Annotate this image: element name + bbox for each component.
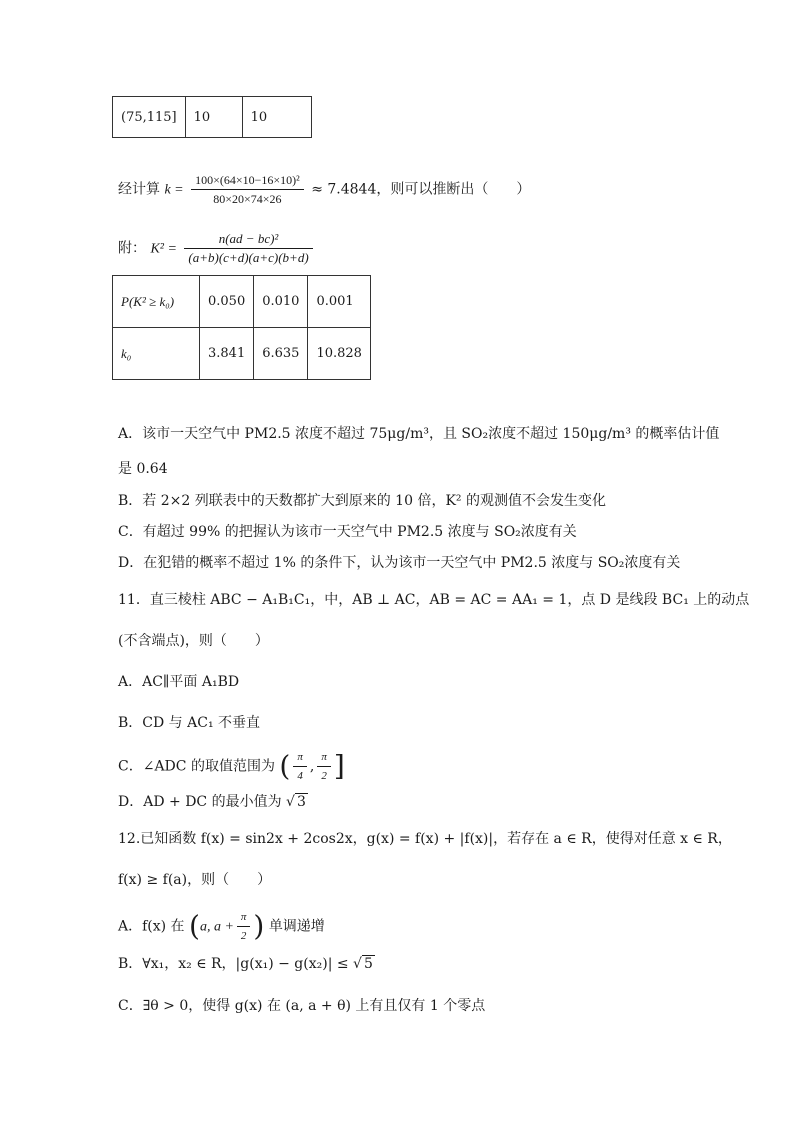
q12-stem-line1: 12.已知函数 f(x) = sin2x + 2cos2x，g(x) = f(x) + |f(x)|，若存在 a ∈ R，使得对任意 x ∈ R，: [118, 831, 732, 847]
alpha-cell: 0.001: [308, 276, 371, 328]
k2-fraction: $\frac{\text{n(ad − bc)²}}{(a+b)(c+d)(a+c)(b+d)}$: [184, 230, 312, 267]
q10-option-a-line2: 是 0.64: [118, 461, 168, 477]
range-cell: (75,115]: [113, 97, 186, 138]
k-calculation: 经计算 k = $\frac{\text{100×(64×10−16×10)²}}{80\times 20\times 74\times 26}$ ≈ 7.4844，则可以推断出（ ）: [118, 173, 531, 206]
appendix-formula: 附： K² = $\frac{\text{n(ad − bc)²}}{(a+b)(c+d)(a+c)(b+d)}$: [118, 230, 316, 267]
critical-value-cell: 3.841: [200, 328, 254, 380]
q11-option-d: D．AD + DC 的最小值为 √ 3: [118, 794, 306, 810]
q10-option-c: C．有超过 99% 的把握认为该市一天空气中 PM2.5 浓度与 SO₂浓度有关: [118, 524, 577, 540]
q12-option-c: C．∃θ > 0，使得 g(x) 在 (a, a + θ) 上有且仅有 1 个零点: [118, 998, 486, 1014]
q10-option-a-line1: A．该市一天空气中 PM2.5 浓度不超过 75μg/m³，且 SO₂浓度不超过 150μg/m³ 的概率估计值: [118, 426, 720, 442]
count-cell-2: 10: [242, 97, 311, 138]
q11-option-b: B．CD 与 AC₁ 不垂直: [118, 715, 261, 731]
alpha-cell: 0.050: [200, 276, 254, 328]
q11-option-c: C．∠ADC 的取值范围为 ( $\frac{\pi}{4}$ , $\frac{\pi}{2}$ ]: [118, 749, 345, 783]
probability-header: P(K² ≥ k₀): [113, 276, 200, 328]
q11-stem-line1: 11．直三棱柱 ABC − A₁B₁C₁，中，AB ⊥ AC，AB = AC = AA₁ = 1，点 D 是线段 BC₁ 上的动点: [118, 592, 750, 608]
q10-option-b: B．若 2×2 列联表中的天数都扩大到原来的 10 倍，K² 的观测值不会发生变化: [118, 493, 606, 509]
q12-stem-line2: f(x) ≥ f(a)，则（ ）: [118, 872, 272, 888]
q11-option-a: A．AC∥平面 A₁BD: [118, 674, 240, 690]
critical-value-table: [112, 275, 371, 380]
critical-value-cell: 10.828: [308, 328, 371, 380]
k-fraction: $\frac{\text{100×(64×10−16×10)²}}{80\times 20\times 74\times 26}$: [191, 171, 304, 208]
critical-value-cell: 6.635: [254, 328, 308, 380]
q11-stem-line2: (不含端点)，则（ ）: [118, 633, 269, 649]
count-cell-1: 10: [185, 97, 242, 138]
q12-option-a: A．f(x) 在 (a, a + $\frac{\pi}{2}$ ) 单调递增: [118, 909, 325, 943]
frequency-table-fragment: [112, 96, 312, 138]
q12-option-b: B．∀x₁，x₂ ∈ R，|g(x₁) − g(x₂)| ≤ √ 5: [118, 956, 373, 972]
alpha-cell: 0.010: [254, 276, 308, 328]
k0-header: k₀: [113, 328, 200, 380]
q10-option-d: D．在犯错的概率不超过 1% 的条件下，认为该市一天空气中 PM2.5 浓度与 SO₂浓度有关: [118, 555, 681, 571]
